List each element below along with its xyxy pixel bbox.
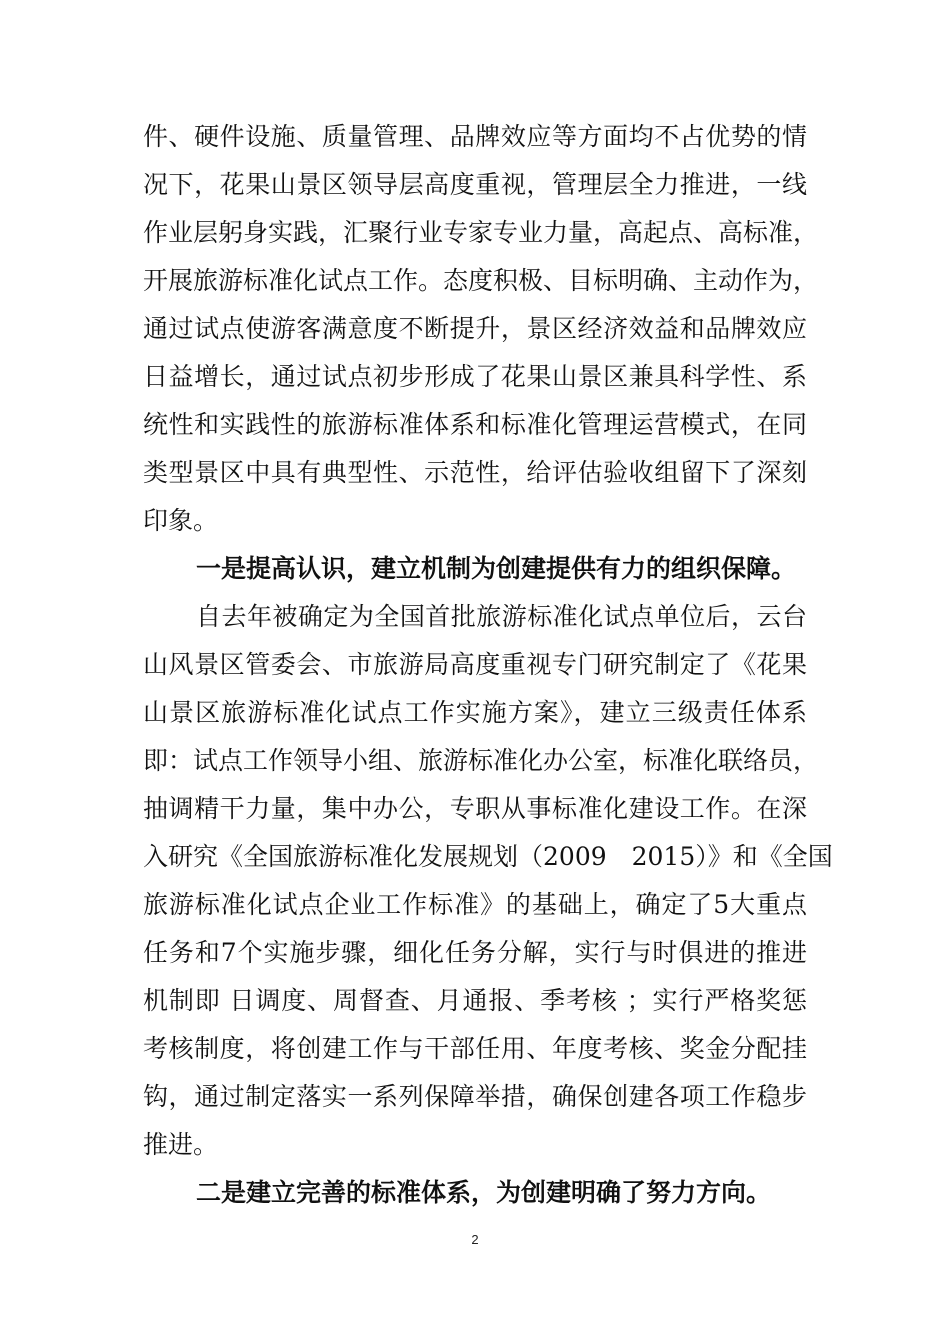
paragraph-line: 山景区旅游标准化试点工作实施方案》，建立三级责任体系 (143, 698, 807, 727)
paragraph-line: 即：试点工作领导小组、旅游标准化办公室，标准化联络员， (143, 746, 819, 775)
section-heading-2: 二是建立完善的标准体系，为创建明确了努力方向。 (196, 1178, 772, 1207)
paragraph-line: 件、硬件设施、质量管理、品牌效应等方面均不占优势的情 (143, 122, 807, 151)
paragraph-line: 旅游标准化试点企业工作标准》的基础上，确定了5大重点 (143, 890, 807, 919)
paragraph-line: 推进。 (143, 1130, 219, 1159)
paragraph-line: 日益增长，通过试点初步形成了花果山景区兼具科学性、系 (143, 362, 807, 391)
paragraph-line: 类型景区中具有典型性、示范性，给评估验收组留下了深刻 (143, 458, 807, 487)
paragraph-line: 统性和实践性的旅游标准体系和标准化管理运营模式，在同 (143, 410, 807, 439)
page-number: 2 (471, 1232, 479, 1247)
paragraph-line: 入研究《全国旅游标准化发展规划（2009 2015）》和《全国 (143, 842, 833, 871)
section-heading-1: 一是提高认识，建立机制为创建提供有力的组织保障。 (196, 554, 797, 583)
paragraph-line: 开展旅游标准化试点工作。态度积极、目标明确、主动作为， (143, 266, 819, 295)
paragraph-line: 机制即 日调度、周督查、月通报、季考核 ；实行严格奖惩 (143, 986, 807, 1015)
paragraph-line: 通过试点使游客满意度不断提升，景区经济效益和品牌效应 (143, 314, 807, 343)
paragraph-line: 抽调精干力量，集中办公，专职从事标准化建设工作。在深 (143, 794, 807, 823)
paragraph-line: 任务和7个实施步骤，细化任务分解，实行与时俱进的推进 (143, 938, 807, 967)
paragraph-line: 印象。 (143, 506, 219, 535)
paragraph-line: 况下，花果山景区领导层高度重视，管理层全力推进，一线 (143, 170, 807, 199)
paragraph-line: 考核制度，将创建工作与干部任用、年度考核、奖金分配挂 (143, 1034, 807, 1063)
paragraph-line: 山风景区管委会、市旅游局高度重视专门研究制定了《花果 (143, 650, 807, 679)
paragraph-line: 作业层躬身实践，汇聚行业专家专业力量，高起点、高标准， (143, 218, 819, 247)
paragraph-line: 自去年被确定为全国首批旅游标准化试点单位后，云台 (196, 602, 807, 631)
paragraph-line: 钩，通过制定落实一系列保障举措，确保创建各项工作稳步 (143, 1082, 807, 1111)
